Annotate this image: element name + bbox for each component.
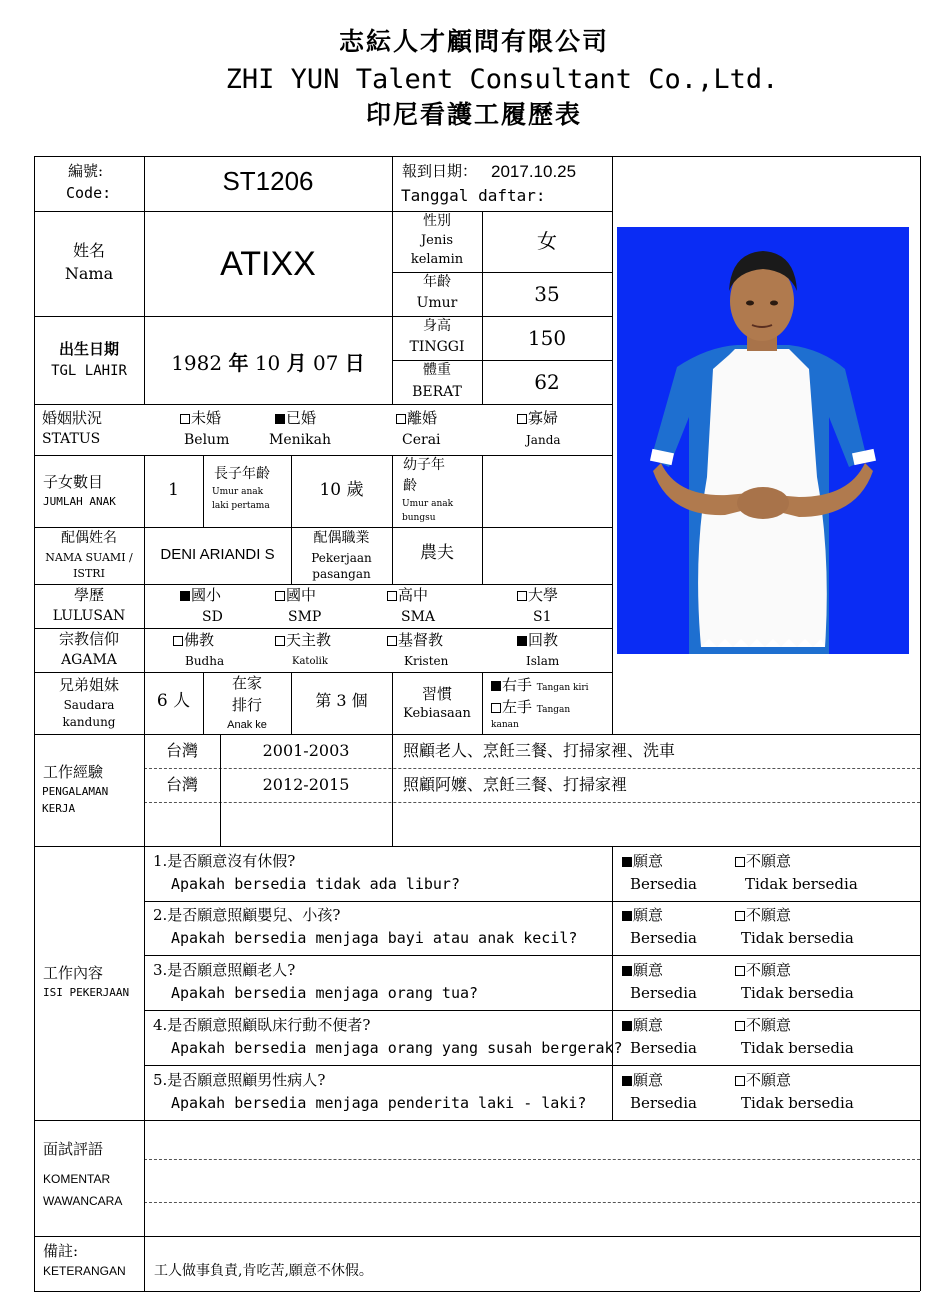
- siblings-label-cn: 兄弟姐妹: [58, 676, 119, 694]
- religion-budha-label-id: Budha: [185, 654, 225, 668]
- rank-label-cn2: 排行: [231, 696, 262, 714]
- question-2-yes-id: Bersedia: [630, 929, 697, 947]
- weight-value: 62: [534, 370, 560, 394]
- spouse-job-label-id2: pasangan: [312, 567, 371, 581]
- question-3-id: Apakah bersedia menjaga orang tua?: [171, 984, 479, 1002]
- question-1-no-cn: 不願意: [746, 852, 792, 870]
- marital-option-married[interactable]: [275, 410, 316, 427]
- eldest-label-cn: 長子年齡: [214, 466, 270, 482]
- question-5-no-cn: 不願意: [746, 1071, 792, 1089]
- height-label-cn: 身高: [423, 318, 451, 334]
- marital-married-label-id: Menikah: [269, 432, 331, 448]
- religion-kristen-checkbox[interactable]: [387, 636, 397, 646]
- question-4-yes[interactable]: [622, 1017, 663, 1034]
- register-date-label-cn: 報到日期：: [402, 162, 478, 180]
- height-label-id: TINGGI: [409, 339, 465, 355]
- question-1-no[interactable]: [735, 853, 791, 870]
- question-5-id: Apakah bersedia menjaga penderita laki - laki?: [171, 1094, 587, 1112]
- question-4-yes-checkbox[interactable]: [622, 1021, 632, 1031]
- birth-day-unit: 日: [344, 351, 365, 375]
- question-3-no-cn: 不願意: [746, 961, 792, 979]
- work-row-2-country: 台灣: [165, 775, 198, 794]
- question-4-no[interactable]: [735, 1017, 791, 1034]
- question-2-yes-checkbox[interactable]: [622, 911, 632, 921]
- education-sma-checkbox[interactable]: [387, 591, 397, 601]
- religion-option-budha[interactable]: [173, 632, 214, 649]
- question-3-no[interactable]: [735, 962, 791, 979]
- question-5-cn: 5.是否願意照顧男性病人?: [153, 1071, 326, 1089]
- work-row-1-country: 台灣: [165, 741, 198, 760]
- job-content-label-id: ISI PEKERJAAN: [43, 986, 130, 999]
- education-s1-label-cn: 大學: [528, 586, 559, 604]
- religion-kristen-label-id: Kristen: [404, 654, 449, 668]
- work-experience-label-cn: 工作經驗: [43, 763, 104, 781]
- spouse-label-id1: NAMA SUAMI /: [45, 551, 133, 564]
- rank-label-cn1: 在家: [231, 674, 262, 692]
- name-label-id: Nama: [64, 264, 114, 283]
- marital-option-widow[interactable]: [517, 410, 558, 427]
- habit-right-checkbox[interactable]: [491, 681, 501, 691]
- habit-label-id: Kebiasaan: [403, 706, 471, 721]
- eldest-value: 10 歲: [319, 480, 364, 500]
- register-date-value: 2017.10.25: [491, 162, 577, 181]
- company-name-en: ZHI YUN Talent Consultant Co.,Ltd.: [225, 64, 779, 95]
- birth-month: 10: [254, 351, 281, 375]
- question-2-cn: 2.是否願意照顧嬰兒、小孩?: [153, 906, 341, 924]
- question-2-no-cn: 不願意: [746, 906, 792, 924]
- applicant-photo: [617, 227, 909, 654]
- height-value: 150: [527, 326, 567, 350]
- children-label-id: JUMLAH ANAK: [43, 495, 116, 508]
- spouse-job-label-id1: Pekerjaan: [311, 551, 372, 565]
- worker-portrait-icon: [617, 227, 909, 654]
- question-5-yes-id: Bersedia: [630, 1094, 697, 1112]
- work-row-1-period: 2001-2003: [262, 741, 350, 760]
- question-2-yes[interactable]: [622, 907, 663, 924]
- education-s1-checkbox[interactable]: [517, 591, 527, 601]
- religion-katolik-checkbox[interactable]: [275, 636, 285, 646]
- birth-month-unit: 月: [286, 351, 307, 375]
- age-label-id: Umur: [416, 295, 458, 311]
- religion-option-katolik[interactable]: [275, 632, 331, 649]
- gender-label-id2: kelamin: [410, 252, 464, 267]
- question-5-no-id: Tidak bersedia: [741, 1094, 854, 1112]
- education-smp-checkbox[interactable]: [275, 591, 285, 601]
- birth-year: 1982: [171, 351, 223, 375]
- habit-left-checkbox[interactable]: [491, 703, 501, 713]
- marital-married-checkbox[interactable]: [275, 414, 285, 424]
- education-sma-label-cn: 高中: [398, 586, 429, 604]
- education-sd-checkbox[interactable]: [180, 591, 190, 601]
- habit-left-label-cn: 左手: [502, 698, 533, 716]
- register-date-label-id: Tanggal daftar:: [401, 186, 546, 205]
- education-option-sd[interactable]: [180, 587, 221, 604]
- education-sma-label-id: SMA: [401, 609, 436, 625]
- religion-katolik-label-id: Katolik: [292, 656, 328, 667]
- question-3-yes-cn: 願意: [633, 961, 664, 979]
- interview-label-id2: WAWANCARA: [43, 1194, 123, 1208]
- question-4-no-cn: 不願意: [746, 1016, 792, 1034]
- remarks-label-id: KETERANGAN: [43, 1264, 126, 1278]
- work-experience-label-id1: PENGALAMAN: [42, 785, 109, 798]
- habit-right-label-id: Tangan kiri: [536, 683, 589, 693]
- work-row-2-desc: 照顧阿嬤、烹飪三餐、打掃家裡: [403, 775, 628, 794]
- religion-label-id: AGAMA: [61, 652, 117, 668]
- birth-year-unit: 年: [228, 351, 249, 375]
- question-4-no-id: Tidak bersedia: [741, 1039, 854, 1057]
- question-1-no-checkbox[interactable]: [735, 857, 745, 867]
- question-2-id: Apakah bersedia menjaga bayi atau anak kecil?: [171, 929, 578, 947]
- question-5-yes-cn: 願意: [633, 1071, 664, 1089]
- rank-value: 第 3 個: [315, 691, 368, 710]
- habit-option-left[interactable]: [491, 699, 570, 716]
- code-label-cn: 編號:: [68, 162, 104, 180]
- habit-left-label-id2: kanan: [491, 720, 519, 730]
- religion-islam-label-cn: 回教: [528, 631, 559, 649]
- work-row-2-period: 2012-2015: [262, 775, 350, 794]
- question-2-yes-cn: 願意: [633, 906, 664, 924]
- marital-option-divorced[interactable]: [396, 410, 437, 427]
- marital-label-id: STATUS: [42, 431, 101, 447]
- education-sd-label-cn: 國小: [191, 586, 222, 604]
- weight-label-cn: 體重: [423, 362, 451, 378]
- education-smp-label-id: SMP: [288, 609, 322, 625]
- siblings-label-id2: kandung: [62, 715, 116, 729]
- question-1-yes-cn: 願意: [633, 852, 664, 870]
- religion-label-cn: 宗教信仰: [58, 630, 119, 648]
- remarks-label-cn: 備註:: [43, 1242, 79, 1260]
- habit-right-label-cn: 右手: [502, 676, 533, 694]
- education-s1-label-id: S1: [533, 609, 552, 625]
- youngest-label-id2: bungsu: [402, 513, 436, 523]
- question-1-yes[interactable]: [622, 853, 663, 870]
- remarks-value: 工人做事負責,肯吃苦,願意不休假。: [154, 1263, 373, 1279]
- interview-comment-area[interactable]: [145, 1121, 919, 1235]
- question-3-yes[interactable]: [622, 962, 663, 979]
- question-4-yes-cn: 願意: [633, 1016, 664, 1034]
- religion-option-kristen[interactable]: [387, 632, 443, 649]
- habit-option-right[interactable]: [491, 677, 589, 694]
- question-4-yes-id: Bersedia: [630, 1039, 697, 1057]
- marital-single-checkbox[interactable]: [180, 414, 190, 424]
- interview-label-id1: KOMENTAR: [43, 1172, 111, 1186]
- birth-date: [144, 347, 392, 376]
- age-value: 35: [534, 282, 560, 306]
- marital-widow-label-cn: 寡婦: [528, 409, 559, 427]
- work-row-1-desc: 照顧老人、烹飪三餐、打掃家裡、洗車: [403, 741, 676, 760]
- spouse-label-id2: ISTRI: [73, 567, 105, 580]
- work-experience-label-id2: KERJA: [42, 802, 76, 815]
- marital-single-label-cn: 未婚: [191, 409, 222, 427]
- spouse-job-label-cn: 配偶職業: [313, 530, 370, 546]
- marital-divorced-label-cn: 離婚: [407, 409, 438, 427]
- spouse-name-value: DENI ARIANDI S: [160, 546, 275, 563]
- question-5-no-checkbox[interactable]: [735, 1076, 745, 1086]
- question-5-no[interactable]: [735, 1072, 791, 1089]
- religion-kristen-label-cn: 基督教: [398, 631, 444, 649]
- eldest-label-id2: laki pertama: [212, 501, 270, 511]
- marital-widow-label-id: Janda: [526, 433, 561, 447]
- name-label-cn: 姓名: [72, 241, 105, 260]
- question-3-cn: 3.是否願意照顧老人?: [153, 961, 296, 979]
- education-label-id: LULUSAN: [52, 608, 126, 624]
- religion-option-islam[interactable]: [517, 632, 558, 649]
- education-option-smp[interactable]: [275, 587, 316, 604]
- name-value: ATIXX: [220, 245, 316, 283]
- education-option-sma[interactable]: [387, 587, 428, 604]
- question-1-id: Apakah bersedia tidak ada libur?: [171, 875, 460, 893]
- education-option-s1[interactable]: [517, 587, 558, 604]
- question-2-no[interactable]: [735, 907, 791, 924]
- code-value: ST1206: [222, 166, 314, 196]
- marital-option-single[interactable]: [180, 410, 221, 427]
- rank-label-id: Anak ke: [227, 719, 267, 731]
- question-2-no-checkbox[interactable]: [735, 911, 745, 921]
- question-1-no-id: Tidak bersedia: [745, 875, 858, 893]
- habit-left-label-id1: Tangan: [536, 705, 571, 715]
- education-label-cn: 學歷: [73, 586, 104, 604]
- youngest-label-cn1: 幼子年: [403, 457, 445, 473]
- birth-label-id: TGL LAHIR: [51, 363, 127, 379]
- children-label-cn: 子女數目: [43, 473, 104, 491]
- question-1-cn: 1.是否願意沒有休假?: [153, 852, 296, 870]
- gender-label-cn: 性別: [423, 213, 451, 229]
- religion-islam-checkbox[interactable]: [517, 636, 527, 646]
- spouse-label-cn: 配偶姓名: [61, 530, 117, 546]
- spouse-job-value: 農夫: [420, 543, 454, 563]
- marital-divorced-label-id: Cerai: [402, 432, 441, 448]
- siblings-value: 6 人: [156, 691, 191, 711]
- religion-budha-label-cn: 佛教: [184, 631, 215, 649]
- form-title: 印尼看護工履歷表: [365, 100, 582, 129]
- habit-label-cn: 習慣: [421, 685, 452, 703]
- question-5-yes[interactable]: [622, 1072, 663, 1089]
- question-1-yes-id: Bersedia: [630, 875, 697, 893]
- question-4-id: Apakah bersedia menjaga orang yang susah bergerak?: [171, 1039, 623, 1057]
- age-label-cn: 年齡: [423, 274, 451, 290]
- question-3-yes-checkbox[interactable]: [622, 966, 632, 976]
- youngest-label-id1: Umur anak: [402, 499, 454, 509]
- gender-value: 女: [537, 229, 557, 253]
- question-3-no-checkbox[interactable]: [735, 966, 745, 976]
- job-content-label-cn: 工作內容: [43, 964, 104, 982]
- marital-married-label-cn: 已婚: [286, 409, 317, 427]
- question-1-yes-checkbox[interactable]: [622, 857, 632, 867]
- question-4-no-checkbox[interactable]: [735, 1021, 745, 1031]
- company-name-cn: 志紜人才顧問有限公司: [338, 27, 609, 56]
- question-4-cn: 4.是否願意照顧臥床行動不便者?: [153, 1016, 371, 1034]
- marital-divorced-checkbox[interactable]: [396, 414, 406, 424]
- birth-day: 07: [312, 351, 339, 375]
- siblings-label-id1: Saudara: [63, 698, 115, 712]
- interview-label-cn: 面試評語: [43, 1140, 104, 1158]
- question-3-yes-id: Bersedia: [630, 984, 697, 1002]
- marital-single-label-id: Belum: [184, 432, 230, 448]
- question-5-yes-checkbox[interactable]: [622, 1076, 632, 1086]
- marital-label-cn: 婚姻狀況: [42, 409, 103, 427]
- education-smp-label-cn: 國中: [286, 586, 317, 604]
- religion-budha-checkbox[interactable]: [173, 636, 183, 646]
- weight-label-id: BERAT: [412, 384, 462, 400]
- eldest-label-id1: Umur anak: [212, 487, 264, 497]
- religion-islam-label-id: Islam: [526, 654, 560, 668]
- religion-katolik-label-cn: 天主教: [286, 631, 332, 649]
- children-value: 1: [168, 480, 179, 500]
- youngest-label-cn2: 齡: [403, 478, 417, 494]
- gender-label-id1: Jenis: [420, 233, 454, 248]
- question-3-no-id: Tidak bersedia: [741, 984, 854, 1002]
- question-2-no-id: Tidak bersedia: [741, 929, 854, 947]
- birth-label-cn: 出生日期: [58, 340, 119, 358]
- education-sd-label-id: SD: [202, 609, 223, 625]
- code-label-id: Code:: [66, 184, 112, 202]
- marital-widow-checkbox[interactable]: [517, 414, 527, 424]
